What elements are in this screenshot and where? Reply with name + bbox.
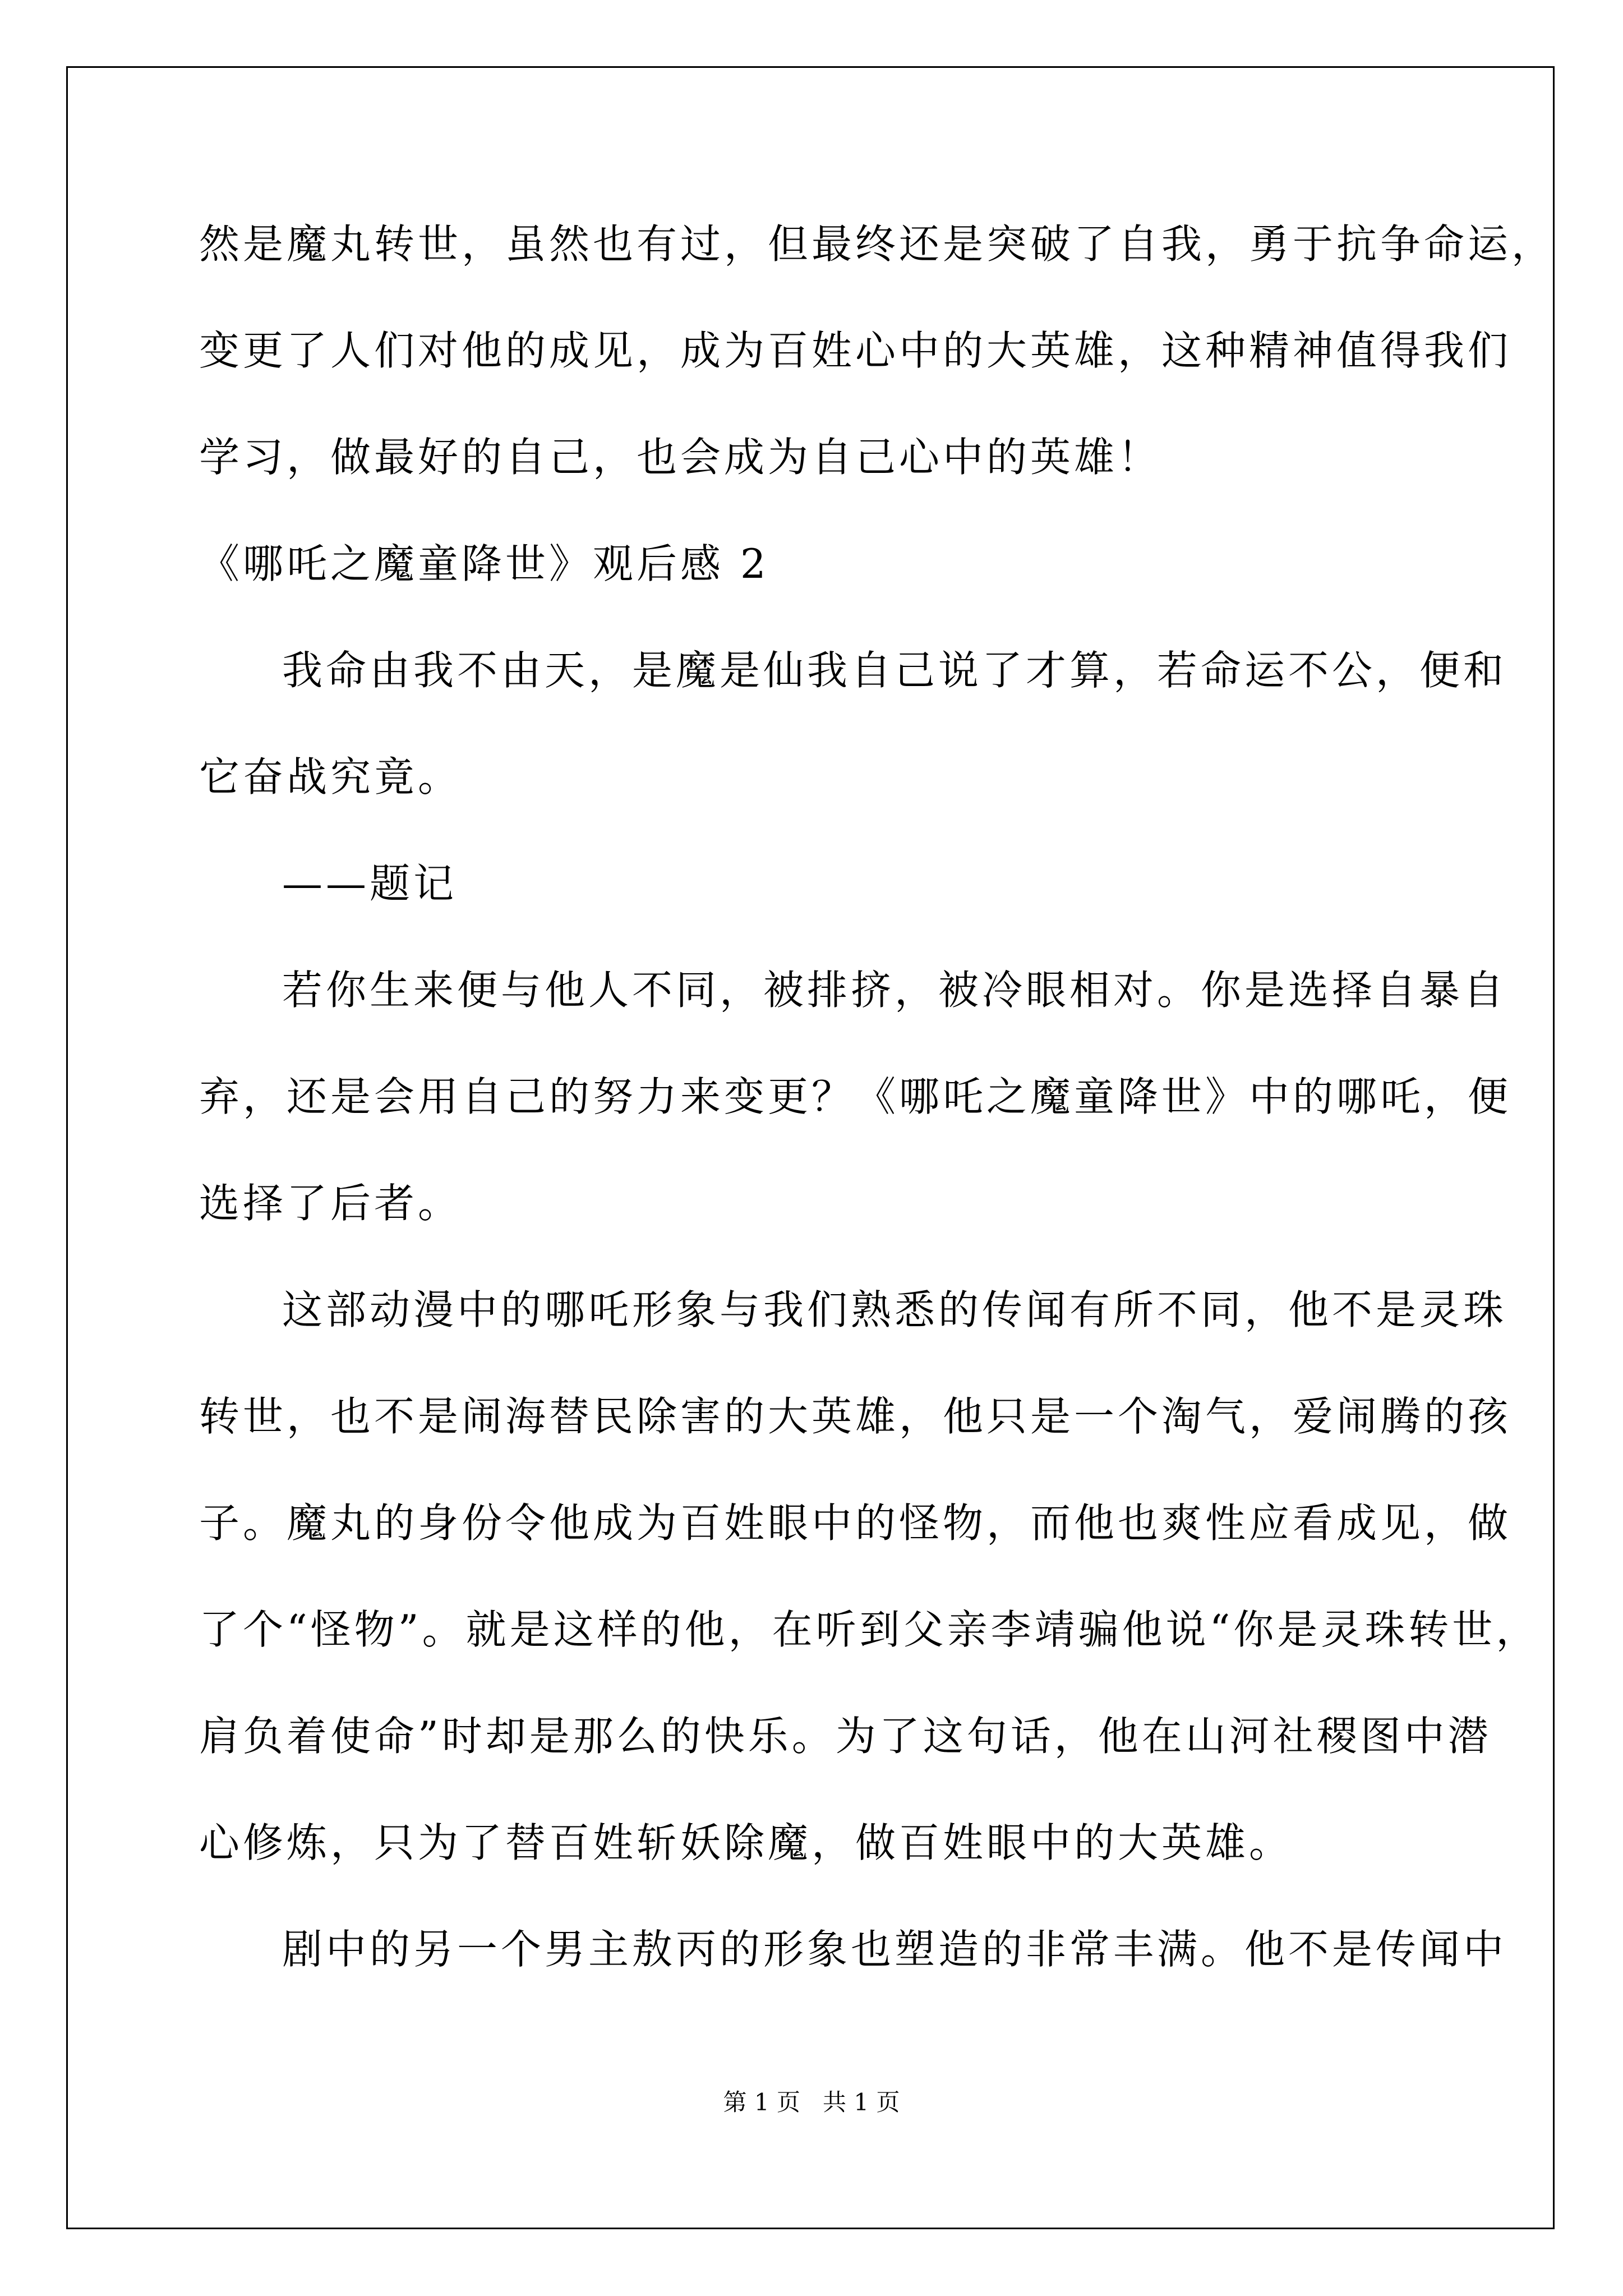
- text-line: 选择了后者。: [199, 1180, 462, 1227]
- text-line: 剧中的另一个男主敖丙的形象也塑造的非常丰满。他不是传闻中: [282, 1926, 1507, 1973]
- text-line: 然是魔丸转世，虽然也有过，但最终还是突破了自我，勇于抗争命运，: [199, 220, 1556, 268]
- page-border: [66, 66, 1555, 2229]
- section-title: 《哪吒之魔童降世》观后感 2: [199, 540, 769, 587]
- epigraph-attribution: ——题记: [282, 860, 458, 907]
- text-line: 心修炼，只为了替百姓斩妖除魔，做百姓眼中的大英雄。: [199, 1819, 1293, 1866]
- text-line: 它奋战究竟。: [199, 753, 462, 800]
- text-line: 若你生来便与他人不同，被排挤，被冷眼相对。你是选择自暴自: [282, 967, 1507, 1014]
- text-line: 肩负着使命”时却是那么的快乐。为了这句话，他在山河社稷图中潜: [199, 1713, 1492, 1760]
- text-line: 了个“怪物”。就是这样的他，在听到父亲李靖骗他说“你是灵珠转世，: [199, 1606, 1540, 1653]
- text-line: 这部动漫中的哪吒形象与我们熟悉的传闻有所不同，他不是灵珠: [282, 1286, 1507, 1333]
- text-line: 弃，还是会用自己的努力来变更？《哪吒之魔童降世》中的哪吒，便: [199, 1073, 1512, 1120]
- text-line: 子。魔丸的身份令他成为百姓眼中的怪物，而他也爽性应看成见，做: [199, 1499, 1512, 1547]
- text-line: 转世，也不是闹海替民除害的大英雄，他只是一个淘气，爱闹腾的孩: [199, 1393, 1512, 1440]
- text-line: 变更了人们对他的成见，成为百姓心中的大英雄，这种精神值得我们: [199, 327, 1512, 374]
- text-line: 我命由我不由天，是魔是仙我自己说了才算，若命运不公，便和: [282, 647, 1507, 694]
- text-line: 学习，做最好的自己，也会成为自己心中的英雄！: [199, 434, 1162, 481]
- page-number-footer: 第 1 页 共 1 页: [723, 2088, 900, 2116]
